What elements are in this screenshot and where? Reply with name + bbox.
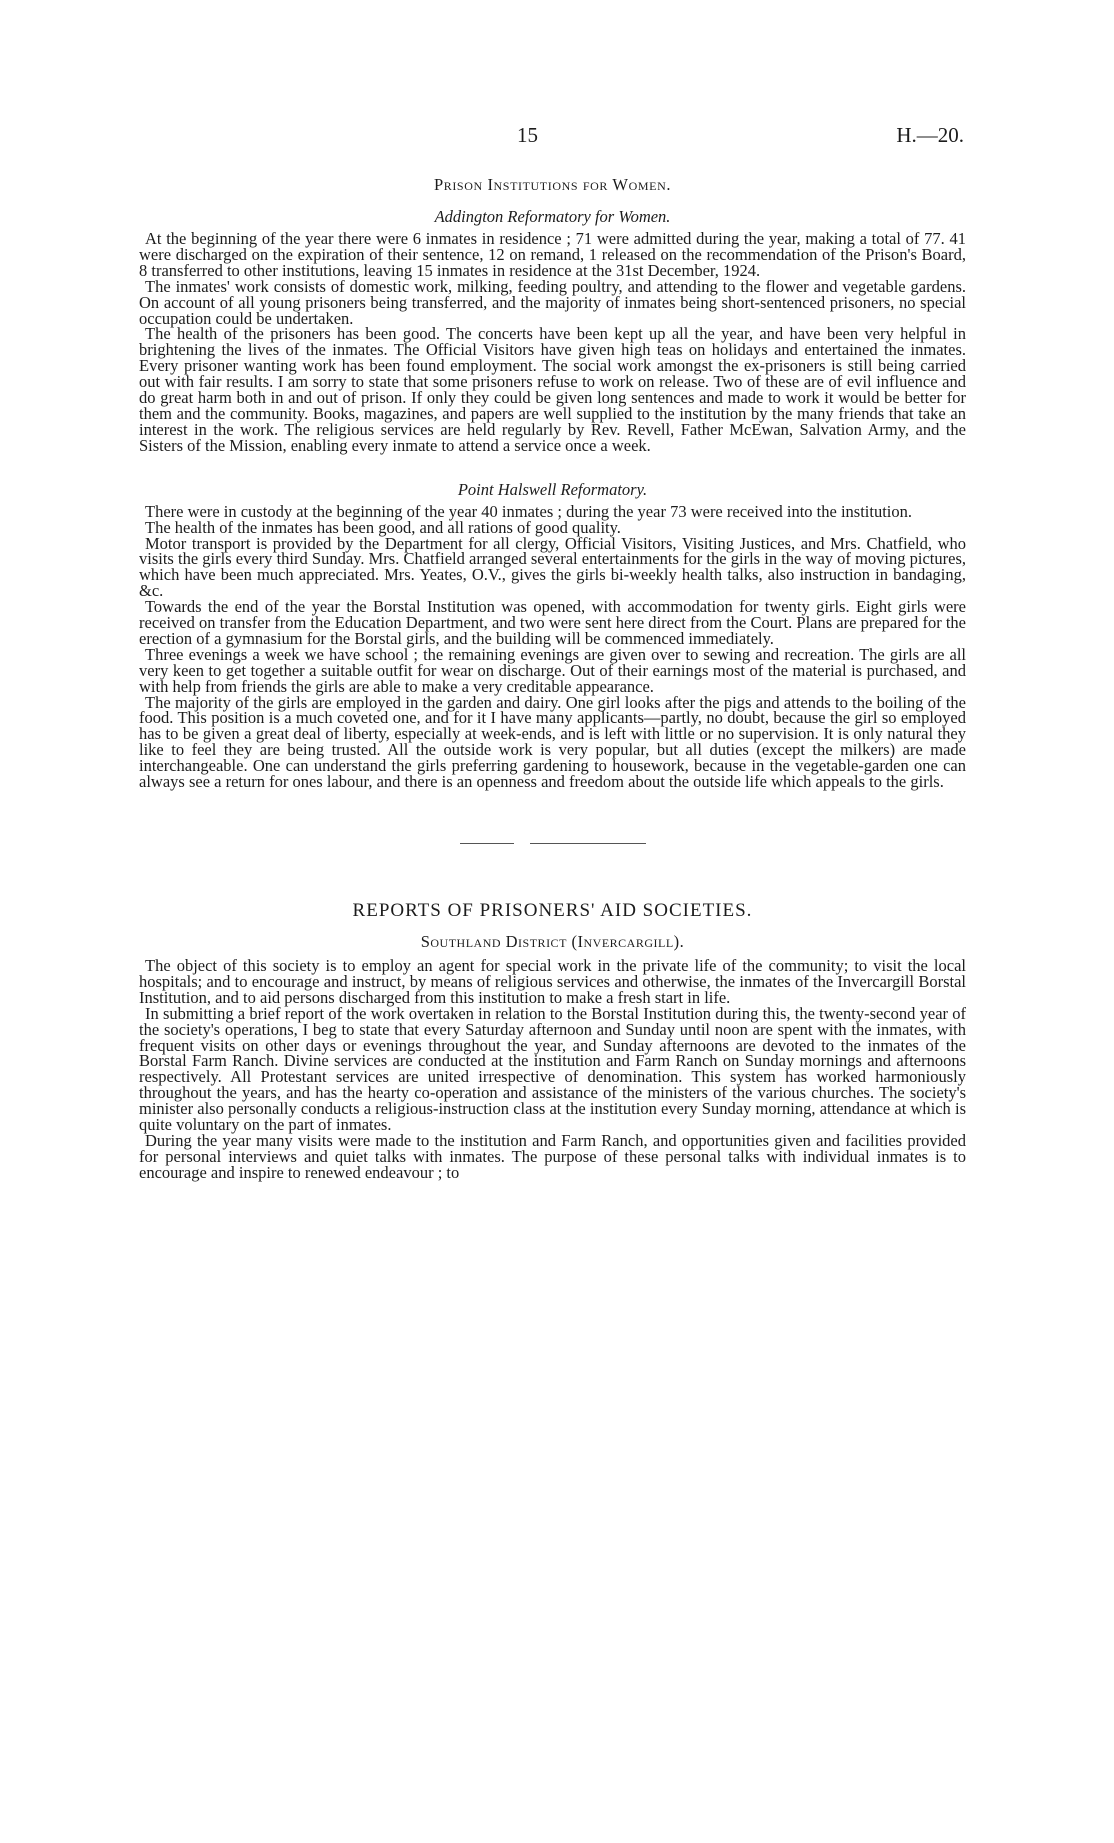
point-halswell-paragraph-4: Towards the end of the year the Borstal Institution was opened, with accommodation for twenty girls. Eight girls were received on transfer from the Education Department, and two were sent here direct from the Court. Plans are prepared for the erection of a gymnasium for the Borstal girls, and the building will be commenced immediately. bbox=[139, 597, 966, 648]
point-halswell-paragraph-3: Motor transport is provided by the Department for all clergy, Official Visitors, Visiting Justices, and Mrs. Chatfield, who visits the girls every third Sunday. Mrs. Chatfield arranged several entertainments for the girls in the way of moving pictures, which have been much appreciated. Mrs. Yeates, O.V., gives the girls bi-weekly health talks, also instruction in bandaging, &c. bbox=[139, 533, 966, 601]
reports-paragraph-1: The object of this society is to employ an agent for special work in the private life of the community; to visit the local hospitals; and to encourage and instruct, by means of religious services and otherwise, the inmates of the Invercargill Borstal Institution, and to aid persons discharged from this institution to make a fresh start in life. bbox=[139, 956, 966, 1007]
page-header bbox=[0, 123, 1114, 153]
point-halswell-paragraph-1: There were in custody at the beginning of the year 40 inmates ; during the year 73 were received into the institution. bbox=[145, 501, 913, 521]
point-halswell-paragraph-2: The health of the inmates has been good, and all rations of good quality. bbox=[145, 517, 621, 537]
addington-paragraph-3: The health of the prisoners has been good. The concerts have been kept up all the year, and have been very helpful in brightening the lives of the inmates. The Official Visitors have given high teas on holidays and entertained the inmates. Every prisoner wanting work has been found employment. The social work amongst the ex-prisoners is still being carried out with fair results. I am sorry to state that some prisoners refuse to work on release. Two of these are of evil influence and do great harm both in and out of prison. If only they could be given long sentences and made to work it would be better for them and the community. Books, magazines, and papers are well supplied to the institution by the many friends that take an interest in the work. The religious services are held regularly by Rev. Revell, Father McEwan, Salvation Army, and the Sisters of the Mission, enabling every inmate to attend a service once a week. bbox=[139, 324, 966, 455]
document-reference: H.—20. bbox=[896, 123, 964, 147]
point-halswell-paragraph-5: Three evenings a week we have school ; the remaining evenings are given over to sewing and recreation. The girls are all very keen to get together a suitable outfit for wear on discharge. Out of their earnings most of the material is purchased, and with help from friends the girls are able to make a very creditable appearance. bbox=[139, 644, 966, 696]
section-title: Prison Institutions for Women. bbox=[433, 175, 672, 194]
addington-paragraph-1: At the beginning of the year there were 6 inmates in residence ; 71 were admitted during the year, making a total of 77. 41 were discharged on the expiration of their sentence, 12 on remand, 1 released on the recommendation of the Prison's Board, 8 transferred to other institutions, leaving 15 inmates in residence at the 31st December, 1924. bbox=[139, 229, 966, 280]
divider-rule-long bbox=[530, 843, 646, 844]
section-divider bbox=[139, 843, 966, 844]
point-halswell-title: Point Halswell Reformatory. bbox=[457, 479, 648, 499]
page-content bbox=[139, 175, 966, 1181]
reports-heading: REPORTS OF PRISONERS' AID SOCIETIES. bbox=[352, 900, 753, 921]
divider-rule-short bbox=[460, 843, 514, 844]
addington-title: Addington Reformatory for Women. bbox=[434, 207, 671, 226]
spacer bbox=[139, 454, 966, 480]
reports-paragraph-2: In submitting a brief report of the work overtaken in relation to the Borstal Institution during this, the twenty-second year of the society's operations, I beg to state that every Saturday afternoon and Sunday until noon are spent with the inmates, with frequent visits on other days or evenings throughout the year, and Sunday afternoons are devoted to the inmates of the Borstal Farm Ranch. Divine services are conducted at the institution and Farm Ranch on Sunday mornings and afternoons respectively. All Protestant services are united irrespective of denomination. This system has worked harmoniously throughout the years, and has the hearty co-operation and assistance of the ministers of the various churches. The society's minister also personally conducts a religious-instruction class at the institution every Sunday morning, attendance at which is quite voluntary on the part of inmates. bbox=[139, 1003, 966, 1135]
point-halswell-paragraph-6: The majority of the girls are employed in the garden and dairy. One girl looks after the pigs and attends to the boiling of the food. This position is a much coveted one, and for it I have many applicants—partly, no doubt, because the girl so employed has to be given a great deal of liberty, especially at week-ends, and is left with little or no supervision. It is only natural they like to feel they are being trusted. All the outside work is very popular, but all duties (except the milkers) are made interchangeable. One can understand the girls preferring gardening to housework, because in the vegetable-garden one can always see a return for ones labour, and there is an openness and freedom about the outside life which appeals to the girls. bbox=[139, 692, 966, 792]
reports-paragraph-3: During the year many visits were made to the institution and Farm Ranch, and opportunities given and facilities provided for personal interviews and quiet talks with inmates. The purpose of these personal talks with individual inmates is to encourage and inspire to renewed endeavour ; to bbox=[139, 1130, 966, 1182]
addington-paragraph-2: The inmates' work consists of domestic work, milking, feeding poultry, and attending to the flower and vegetable gardens. On account of all young prisoners being transferred, and the majority of inmates being short-sentenced prisoners, no special occupation could be undertaken. bbox=[139, 276, 966, 328]
district-heading: Southland District (Invercargill). bbox=[420, 932, 685, 951]
page-number: 15 bbox=[517, 123, 538, 147]
